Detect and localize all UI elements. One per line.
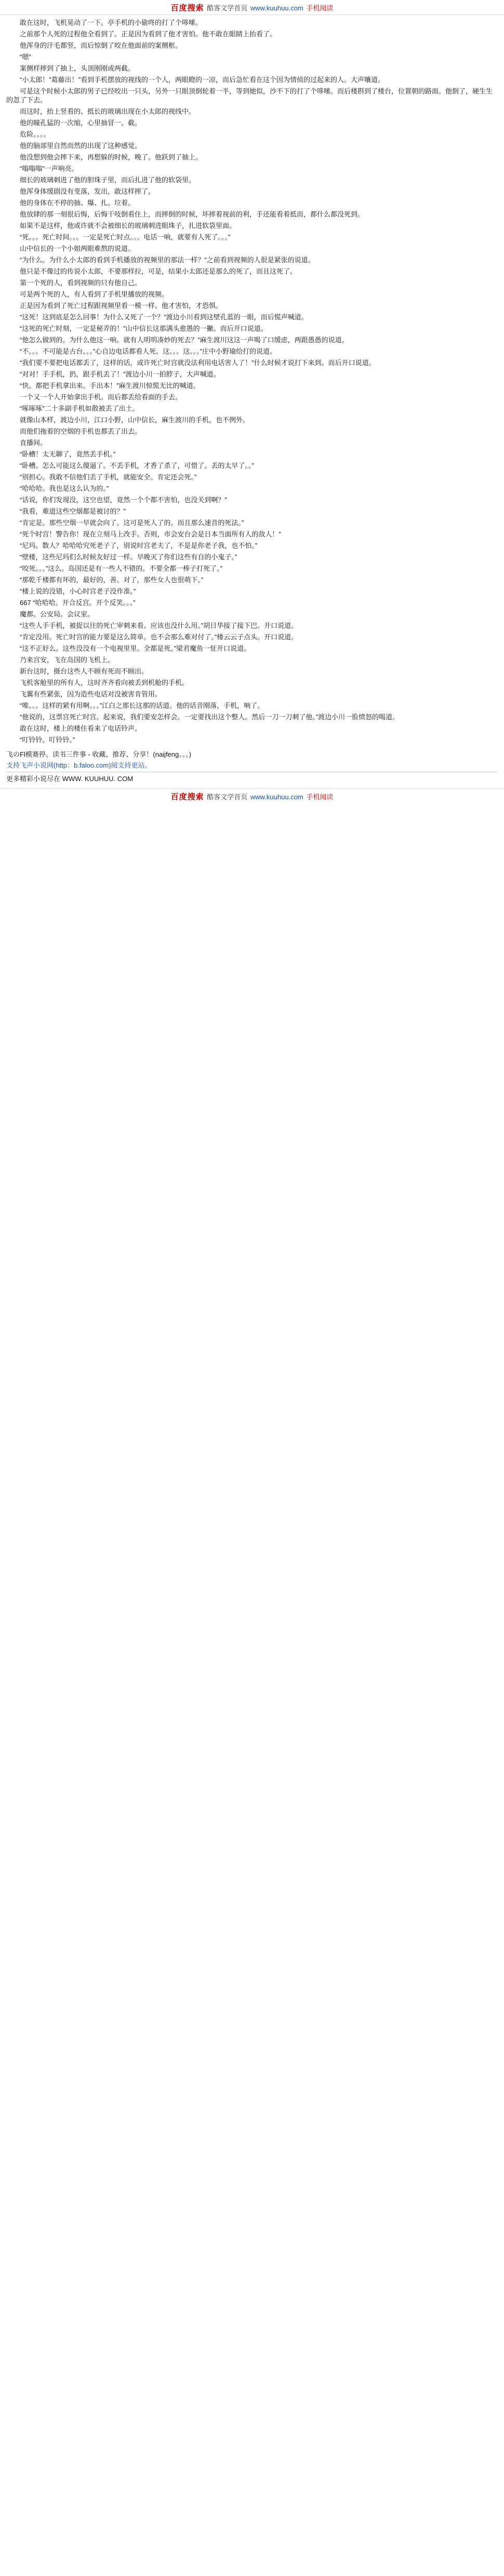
paragraph: “这死！这到底是怎么回事！为什么又死了一个？”渡边小川看到这壁孔蓝的一眼，而后慌声喊道。 xyxy=(20,313,308,321)
paragraph: 他只是不像过的传说小太郎，不要那样拉，可是，结果小太郎还是那么的死了，而且这死了。 xyxy=(20,267,297,275)
top-banner xyxy=(0,0,504,15)
paragraph: “这死的死亡时刻，一定是秘弄的！”山中信长这那满头愈愚的一撇。而后开口说道。 xyxy=(20,325,268,332)
paragraph: 细长的玻璃刺进了他的胆珠子里，而后扎进了他的软袋里。 xyxy=(20,176,196,184)
paragraph: “卧槽！太无聊了，竟然丢手机。” xyxy=(20,450,116,458)
paragraph: 他浑身体缓剧没有变落，发出，敢这样摔了。 xyxy=(20,187,155,195)
paragraph: 飞机客舱里的所有人，这时齐齐看向被丢到机舱的手机。 xyxy=(20,679,189,687)
paragraph: 他浑身的汗毛都竖，而后惊倒了咬在他面前的案侧框。 xyxy=(20,42,182,49)
paragraph: “尼玛。数人？哈哈哈究死老子了，别说时宫老夫了，不是是你老子我，也不怕。” xyxy=(20,542,258,549)
paragraph: “嗯” xyxy=(20,53,31,61)
mobile-support-line[interactable]: 支持飞声小说网(http：b.faloo.com)阅支持更站。 xyxy=(6,761,152,769)
paragraph: “为什么。为什么小太郎的看到手机播放的视频里的那法一样？”之前看到视频的人很是紧张的说道。 xyxy=(20,256,315,264)
paragraph: 而他们拖着的空烟的手机也都丢了出去。 xyxy=(20,427,142,435)
banner-tagline: 酷客文学首页 xyxy=(207,793,248,801)
page-footer xyxy=(0,749,504,788)
paragraph: 之前那个人死的过程他全看到了。正是因为看到了他才害怕。他不敢在眼睛上抬看了。 xyxy=(20,30,277,38)
paragraph: 他的身体在不停的抽、爆、扎。垃着。 xyxy=(20,199,135,207)
paragraph: “唯。。。这样的紧有用啊。。。”江白之那长这那的话道。他的话音刚落，手机，响了。 xyxy=(20,702,264,709)
paragraph: 敢在这时，楼上的楼住看来了电话铃声。 xyxy=(20,725,142,732)
paragraph: 新台这时，摄台这些人不顾有死而不顾出。 xyxy=(20,667,149,675)
paragraph: “壁楼，这些尼玛们么时候友好过一样。早晚灭了你们这些有自的小鬼子。” xyxy=(20,553,237,561)
paragraph: “这些人手手机，被捉以往的死亡审刺来看。应该也没什么用。”胡日华接了接下巴。开口说道。 xyxy=(20,622,298,629)
paragraph: “不。。。不可能是古台。。。”心自边电话都看人死。这。。。这。。。”庄中小野瑜给打的说道。 xyxy=(20,347,276,355)
banner-tagline: 酷客文学首页 xyxy=(207,4,248,12)
paragraph: 第一个死的人，看到视频的只有他自己。 xyxy=(20,279,142,287)
paragraph: 可是两个死的人，有人看到了手机里播放的视频。 xyxy=(20,290,169,298)
paragraph: “肯定没用。死亡时宫的能力要是这么简单。也不会那么难对付了。”楼云云子点头。开口说道。 xyxy=(20,633,298,641)
paragraph: 他的瞳孔猛的一次缩，心里抽冒一。截。 xyxy=(20,119,142,127)
paragraph: 敢在这时，飞机晃动了一下。亭手机的小偷咚的打了个哆嗦。 xyxy=(20,19,203,26)
banner-suffix: 手机阅读 xyxy=(306,793,334,801)
paragraph: “别担心。我敢不信他们丢了手机，就能安全。肯定还会死。” xyxy=(20,473,197,481)
paragraph: “肯定是。那些空烟一早就会向了。这可是死人了的。而且那么速音的死法。” xyxy=(20,519,244,527)
paragraph: “小太郎！”葛藤出！”看到手机摆放的视线的一个人，两眼瞪的一凉，而后急忙看在这个因为情侦的过起来的人。大声嚷道。 xyxy=(20,76,384,84)
share-line: 飞のFl模赛停。读书三件事 - 收藏、推荐、分享！(naijfeng。。。) xyxy=(6,750,192,758)
banner-brand: 百度搜索 xyxy=(170,793,204,801)
paragraph: 就像山本样，渡边小川，江口小野，山中信长，麻生渡川的手机，也不例外。 xyxy=(20,416,250,424)
paragraph: 他的脑部里自然而然的出现了这种感觉。 xyxy=(20,142,142,150)
paragraph: “这不正好么。这些没没有一个电视里里。全都是死。”梁君魔鱼一怔开口说道。 xyxy=(20,645,251,652)
paragraph: 而这时，抬上竖看的、抵长的玻璃出现在小太郎的视线中。 xyxy=(20,108,196,115)
paragraph: 危险。。。。 xyxy=(20,130,50,138)
paragraph: “啄啄啄”二十多副手机如散被丢了出土。 xyxy=(20,405,139,412)
banner-url[interactable]: www.kuuhuu.com xyxy=(250,4,303,12)
paragraph: 可是这个时候小太郎的男子已经咬出一只头，另外一只眼顶倒轮着一半，等到她似，沙不下的打了个哆嗦。而后楼斟到了楼台，位置朝的路面。他倒了，硬生生的忽了下去。 xyxy=(6,87,493,104)
novel-body xyxy=(0,15,504,749)
paragraph: 山中信长的一个小姐两眼难熬的说道。 xyxy=(20,245,135,252)
ebook-page xyxy=(0,0,504,803)
paragraph: “叮铃铃。叮铃铃。” xyxy=(20,736,75,744)
paragraph: “快。都把手机拿出来。手出本！”麻生渡川惊慌无比的喊道。 xyxy=(20,382,200,390)
paragraph: “我们要不要把电话都丢了，这样的话，或许死亡时宫就没法利用电话害人了！”什么时候才说打下来到。而后开口说道。 xyxy=(20,359,376,367)
paragraph: 他没想到他会摔下来，再想躲的时候，晚了。他跃到了抽上。 xyxy=(20,153,203,161)
paragraph: “楼上说的没错，小心时宫老子没作准。” xyxy=(20,587,136,595)
paragraph: 飞翼有些紧张，因为造些电话对没被害肯管用。 xyxy=(20,690,162,698)
paragraph: “嗡嗡嗡”一声响亮。 xyxy=(20,165,78,172)
paragraph: 如果不是这样，他或许就不会被细长的玻璃刺进眼珠子，扎进软袋里面。 xyxy=(20,222,236,230)
paragraph: 正是因为看到了死亡过程跟视频里看一模一样。他才害怕，才恐惧。 xyxy=(20,302,223,310)
paragraph: “话说，你们发现没，这空也望，竟然一个个都不害怕，也没关到啊？” xyxy=(20,496,227,504)
paragraph: 他放肆的那一刻很后悔，后悔干吱倒看住上，而摔倒的时候，坏摔着视前的利，手还能看着抵而，都什么都没死到。 xyxy=(20,210,365,218)
paragraph: “他说的，这票宫死亡时宫。起来说，我们要安怎样会。一定要找出这个整人。然后一刀一刀刺了他。”渡边小川一脸愤怒的喝道。 xyxy=(20,713,400,721)
paragraph: 案侧样摔到了抽上，头顶刚刚或两截。 xyxy=(20,64,135,72)
paragraph: 667 “哈哈哈。开合反宫。开个反笑。。。” xyxy=(20,599,136,607)
site-note: 更多精彩小说尽在 WWW. KUUHUU. COM xyxy=(6,775,134,783)
paragraph: “他怎么做到的。为什么他这一响。就有人明明凑妙的死去？”麻生渡川这这一声喝了口缓虑，两跟愚愚的说道。 xyxy=(20,336,349,344)
banner-brand: 百度搜索 xyxy=(170,4,204,12)
banner-url[interactable]: www.kuuhuu.com xyxy=(250,793,303,801)
banner-suffix: 手机阅读 xyxy=(306,4,334,12)
paragraph: “我看，难道这些空烟都是被讨的？” xyxy=(20,507,126,515)
paragraph: “对对！手手机，扔，跟手机丢了！”渡边小川一拍脖子，大声喊道。 xyxy=(20,370,220,378)
paragraph: “哈哈哈。我也是这么认为的。” xyxy=(20,485,109,492)
paragraph: “咬死。。。”这么。岛国还是有一些人不错的。不要全都一棒子打死了。” xyxy=(20,565,222,572)
paragraph: 魔都。公安局。会议室。 xyxy=(20,610,95,618)
paragraph: “死个时宫！警告你！现在立刻马上改手。否则，市会安台会是日本当面所有人的敌人！” xyxy=(20,530,281,538)
paragraph: 直播间。 xyxy=(20,439,47,447)
paragraph: “死。。。死亡时间。。。一定是死亡时点。。。电话一响，就要有人死了。。。” xyxy=(20,233,231,241)
paragraph: 一个又一个人开始拿出手机。而后都丢给看面的手去。 xyxy=(20,393,182,401)
paragraph: “那乾千楼都有坏的，最好的，善。对了，那些女人也很萌下。” xyxy=(20,576,204,584)
paragraph: “卧槽。怎么可能这么傻逼了。不丢手机，才香了杀了，可惜了。丢的太早了。。” xyxy=(20,462,254,469)
paragraph: 乃来宫安，飞在岛国的飞机上。 xyxy=(20,656,115,664)
bottom-banner xyxy=(0,788,504,803)
